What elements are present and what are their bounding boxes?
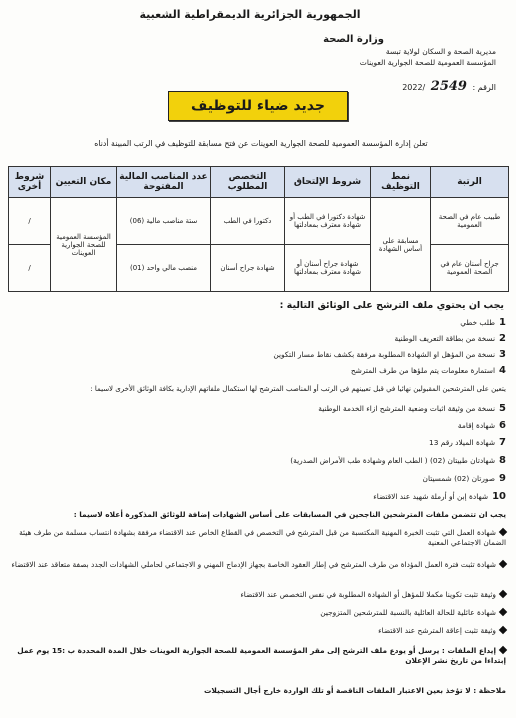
list-item: [10, 404, 506, 414]
item-text: شهادة عائلية للحالة العائلية بالنسبة للمترشحين المتزوجين: [320, 608, 496, 617]
intro-text: تعلن إدارة المؤسسة العمومية للصحة الجوارية العوينات عن فتح مسابقة للتوظيف في الرتب المبينة أدناه: [94, 139, 428, 148]
item-number: 3: [499, 349, 506, 360]
banner-title: جديد ضياء للتوظيف: [168, 91, 348, 121]
ministry-title: وزارة الصحة: [323, 34, 384, 45]
col-positions: عدد المناصب المالية المفتوحة: [117, 167, 211, 198]
institution-line: المؤسسة العمومية للصحة الجوارية العوينات: [359, 58, 496, 67]
item-text: شهادتان طبيتان (02) ( الطب العام وشهادة طب الأمراض الصدرية): [290, 456, 496, 465]
col-place: مكان التعيين: [51, 167, 117, 198]
item-text: استمارة معلومات يتم ملؤها من طرف المترشح: [350, 366, 496, 375]
item-text: نسخة من المؤهل او الشهادة المطلوبة مرفقة بكشف نقاط مسار التكوين: [273, 350, 496, 359]
item-text: شهادة إقامة: [457, 421, 496, 430]
reference-number: [402, 79, 496, 94]
list-item: [10, 590, 506, 600]
item-number: 2: [499, 333, 506, 344]
deposit-text: إيداع الملفات : يرسل أو يودع ملف الترشح إلى مقر المؤسسة العمومية للصحة الجوارية العوينات خلال المدة المحددة ب :15 يوم عمل إبتداءا من تاريخ نشر الإعلان: [17, 646, 506, 665]
diamond-bullet-icon: [499, 626, 507, 634]
diamond-bullet-icon: [499, 646, 507, 654]
item-number: 9: [499, 473, 506, 484]
cell-place: المؤسسة العمومية للصحة الجوارية العوينات: [51, 198, 117, 292]
cell-rank: جراح أسنان عام في الصحة العمومية: [431, 245, 509, 292]
diamond-bullet-icon: [499, 528, 507, 536]
item-text: وثيقة تثبت إعاقة المترشح عند الاقتضاء: [378, 626, 496, 635]
item-number: 6: [499, 420, 506, 431]
directorate-block: [356, 46, 496, 68]
item-text: وثيقة تثبت تكوينا مكملا للمؤهل أو الشهادة المطلوبة في نفس التخصص عند الاقتضاء: [240, 590, 496, 599]
list-item: [10, 366, 506, 376]
directorate-line: مديرية الصحة و السكان لولاية تبسة: [385, 47, 496, 56]
item-text: نسخة من بطاقة التعريف الوطنية: [394, 334, 496, 343]
item-number: 8: [499, 455, 506, 466]
col-rank: الرتبة: [431, 167, 509, 198]
item-number: 10: [492, 491, 506, 502]
item-text: شهادة إبن أو أرملة شهيد عند الاقتضاء: [373, 492, 489, 501]
cell-positions: منصب مالي واحد (01): [117, 245, 211, 292]
deposit-note: [10, 646, 506, 666]
list-item: [10, 421, 506, 431]
cell-conditions: شهادة جراح أسنان أو شهادة معترف بمعادلتها: [285, 245, 371, 292]
reference-value: 2549: [430, 79, 467, 94]
reference-year: /2022: [402, 83, 426, 92]
item-text: شهادة تثبت فترة العمل المؤداة من طرف المترشح في إطار العقود الخاصة بجهاز الإدماج المهني و الاجتماعي لحاملي الشهادات الجدد بصفة متعاقد عند الاقتضاء: [11, 560, 496, 569]
cell-specialty: دكتورا في الطب: [211, 198, 285, 245]
list-item: [10, 626, 506, 636]
list-item: [10, 318, 506, 328]
cell-mode: مسابقة على أساس الشهادة: [371, 198, 431, 292]
cell-conditions: شهادة دكتورا في الطب أو شهادة معترف بمعادلتها: [285, 198, 371, 245]
list-item: [10, 560, 506, 570]
cell-specialty: شهادة جراح أسنان: [211, 245, 285, 292]
item-text: نسخة من وثيقة اثبات وضعية المترشح ازاء الخدمة الوطنية: [318, 404, 496, 413]
item-text: شهادة الميلاد رقم 13: [429, 438, 496, 447]
list-item: [10, 438, 506, 448]
col-specialty: التخصص المطلوب: [211, 167, 285, 198]
item-text: شهادة العمل التي تثبت الخبرة المهنية المكتسبة من قبل المترشح في التخصص في القطاع الخاص عند الاقتضاء مرفقة بشهادة انتساب مسلمة من طرف هيئة الضمان الاجتماعي المعنية: [19, 528, 506, 547]
col-other: شروط أخرى: [9, 167, 51, 198]
cell-other: /: [9, 245, 51, 292]
diamond-bullet-icon: [499, 560, 507, 568]
cell-positions: ستة مناصب مالية (06): [117, 198, 211, 245]
table-header-row: [9, 167, 509, 198]
item-number: 1: [499, 317, 506, 328]
table-row: [9, 198, 509, 245]
cell-other: /: [9, 198, 51, 245]
list-item: [10, 492, 506, 502]
documents-note: يتعين على المترشحين المقبولين نهائيا في قبل تعيينهم في الرتب أو المناصب المترشح لها استكمال ملفاتهم الإدارية بكافة الوثائق الأخرى لاسيما :: [90, 385, 506, 393]
cell-rank: طبيب عام في الصحة العمومية: [431, 198, 509, 245]
item-number: 7: [499, 437, 506, 448]
list-item: [10, 334, 506, 344]
remark-note: ملاحظة : لا تؤخذ بعين الاعتبار الملفات الناقصة أو تلك الواردة خارج أجال التسجيلات: [203, 686, 506, 695]
reference-label: الرقم :: [472, 83, 496, 92]
item-text: طلب خطي: [460, 318, 496, 327]
list-item: [10, 474, 506, 484]
list-item: [10, 350, 506, 360]
item-number: 5: [499, 403, 506, 414]
diamond-bullet-icon: [499, 590, 507, 598]
documents-title: يجب ان يحتوي ملف الترشح على الوثائق التالية :: [279, 300, 504, 311]
item-number: 4: [499, 365, 506, 376]
list-item: [10, 528, 506, 548]
extra-documents-title: يجب ان تتضمن ملفات المترشحين الناجحين في المسابقات على أساس الشهادات إضافة للوثائق المذكورة أعلاه لاسيما :: [73, 510, 506, 519]
republic-title: الجمهورية الجزائرية الديمقراطية الشعبية: [139, 8, 361, 21]
col-mode: نمط التوظيف: [371, 167, 431, 198]
positions-table: [8, 166, 509, 292]
list-item: [10, 456, 506, 466]
list-item: [10, 608, 506, 618]
diamond-bullet-icon: [499, 608, 507, 616]
item-text: صورتان (02) شمسيتان: [422, 474, 496, 483]
col-conditions: شروط الإلتحاق: [285, 167, 371, 198]
